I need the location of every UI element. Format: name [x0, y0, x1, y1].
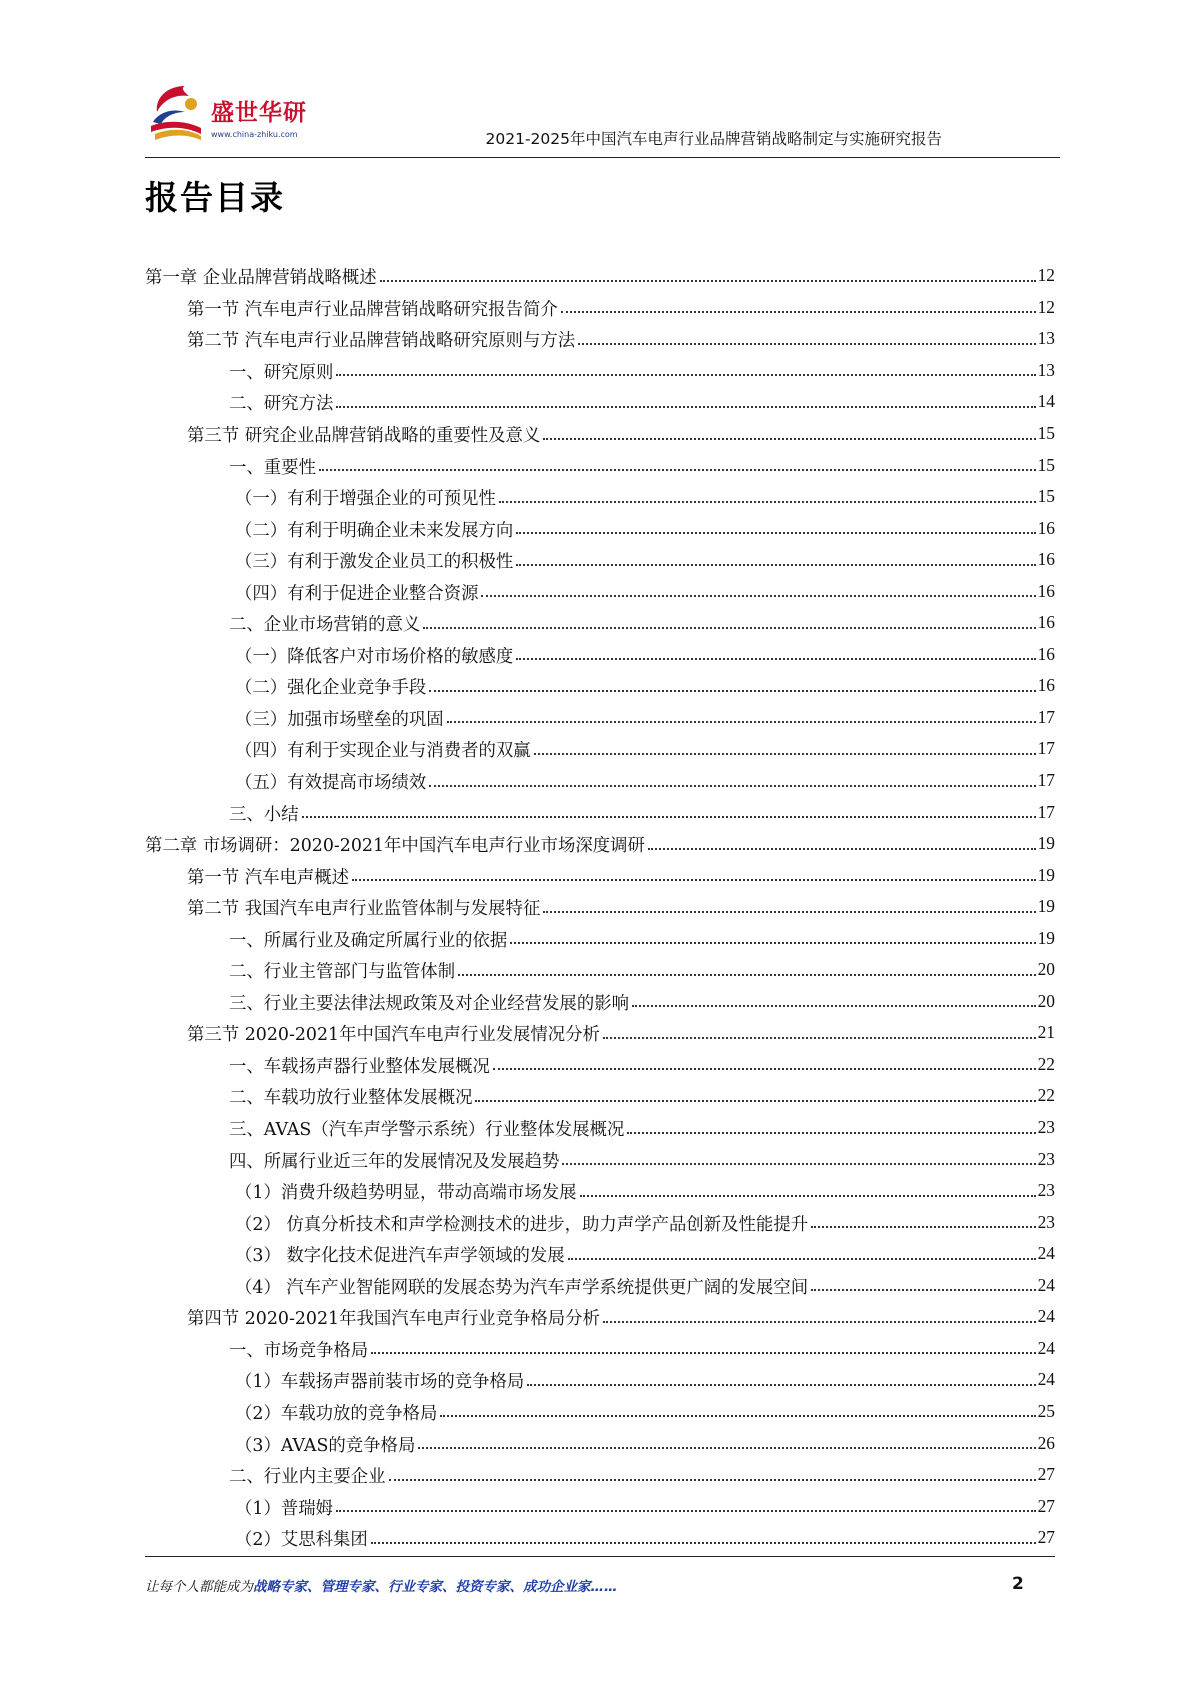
toc-entry[interactable] [145, 355, 1055, 387]
toc-entry-label: 第三节 研究企业品牌营销战略的重要性及意义 [187, 426, 541, 446]
toc-entry-label: 一、研究原则 [229, 362, 334, 383]
toc-leader-dots [580, 1195, 1036, 1197]
toc-entry-page: 13 [1037, 359, 1055, 380]
toc-entry[interactable] [145, 418, 1055, 450]
toc-entry-page: 24 [1037, 1369, 1055, 1390]
toc-entry-page: 17 [1037, 801, 1055, 822]
toc-entry-page: 16 [1037, 643, 1055, 664]
logo-url: www.china-zhiku.com [211, 130, 298, 139]
toc-entry[interactable] [145, 449, 1055, 481]
toc-leader-dots [527, 1384, 1035, 1386]
toc-entry-label: （3） 数字化技术促进汽车声学领域的发展 [235, 1246, 565, 1267]
toc-leader-dots [516, 564, 1035, 566]
toc-entry-page: 17 [1037, 738, 1055, 759]
toc-entry-label: 第二节 我国汽车电声行业监管体制与发展特征 [187, 899, 541, 920]
toc-leader-dots [336, 374, 1035, 376]
toc-entry-page: 16 [1037, 517, 1055, 538]
toc-leader-dots [510, 942, 1035, 944]
toc-entry-page: 24 [1037, 1306, 1055, 1327]
toc-entry-label: （一）有利于增强企业的可预见性 [235, 489, 496, 510]
toc-entry-label: 二、行业内主要企业 [229, 1467, 386, 1488]
toc-entry-page: 26 [1037, 1432, 1055, 1453]
toc-entry[interactable] [145, 733, 1055, 765]
footer-divider [145, 1556, 1055, 1557]
toc-entry-page: 15 [1037, 423, 1055, 443]
toc-leader-dots [389, 1479, 1036, 1481]
page-number: 2 [1012, 1574, 1024, 1594]
toc-entry[interactable] [145, 1017, 1055, 1049]
toc-leader-dots [302, 816, 1036, 818]
toc-entry[interactable] [145, 828, 1055, 860]
toc-entry-label: （三）有利于激发企业员工的积极性 [235, 552, 514, 573]
toc-entry[interactable] [145, 1522, 1055, 1554]
toc-entry[interactable] [145, 1143, 1055, 1175]
toc-entry-page: 27 [1037, 1495, 1055, 1516]
company-logo [145, 82, 315, 148]
toc-entry-label: 第二章 市场调研：2020-2021年中国汽车电声行业市场深度调研 [145, 836, 645, 857]
toc-entry-label: （3）AVAS的竞争格局 [235, 1435, 416, 1456]
toc-entry-label: 第一章 企业品牌营销战略概述 [145, 268, 377, 289]
toc-entry[interactable] [145, 575, 1055, 607]
toc-leader-dots [561, 311, 1036, 313]
toc-entry-label: （1）车载扬声器前装市场的竞争格局 [235, 1372, 525, 1393]
toc-entry-page: 13 [1037, 328, 1055, 349]
toc-entry[interactable] [145, 607, 1055, 639]
toc-entry-page: 23 [1037, 1117, 1055, 1138]
toc-entry-label: （三）加强市场壁垒的巩固 [235, 709, 444, 730]
toc-entry-page: 21 [1037, 1022, 1055, 1043]
toc-leader-dots [336, 1510, 1036, 1512]
toc-entry[interactable] [145, 481, 1055, 513]
toc-entry-label: 三、行业主要法律法规政策及对企业经营发展的影响 [229, 993, 629, 1014]
toc-entry[interactable] [145, 702, 1055, 734]
toc-entry-label: （四）有利于实现企业与消费者的双赢 [235, 741, 531, 762]
toc-entry[interactable] [145, 1049, 1055, 1081]
toc-leader-dots [499, 501, 1036, 503]
toc-leader-dots [543, 438, 1035, 440]
toc-leader-dots [352, 879, 1036, 881]
toc-leader-dots [493, 1068, 1036, 1070]
toc-entry[interactable] [145, 1364, 1055, 1396]
toc-entry-page: 24 [1037, 1337, 1055, 1358]
toc-entry-page: 27 [1037, 1464, 1055, 1485]
toc-leader-dots [440, 1415, 1035, 1417]
toc-entry[interactable] [145, 922, 1055, 954]
page-header [145, 82, 1060, 158]
toc-entry[interactable] [145, 986, 1055, 1018]
toc-entry-page: 15 [1037, 486, 1055, 507]
toc-entry[interactable] [145, 1459, 1055, 1491]
toc-entry-label: 四、所属行业近三年的发展情况及发展趋势 [229, 1151, 560, 1172]
toc-leader-dots [534, 753, 1036, 755]
toc-entry[interactable] [145, 544, 1055, 576]
logo-name: 盛世华研 [211, 100, 307, 126]
toc-entry[interactable] [145, 1238, 1055, 1270]
toc-entry-page: 12 [1037, 265, 1055, 286]
toc-entry-label: 一、车载扬声器行业整体发展概况 [229, 1056, 490, 1077]
toc-entry-page: 24 [1037, 1243, 1055, 1264]
toc-leader-dots [603, 1321, 1036, 1323]
toc-entry[interactable] [145, 765, 1055, 797]
toc-entry-page: 12 [1037, 296, 1055, 317]
toc-entry-page: 24 [1037, 1274, 1055, 1295]
toc-leader-dots [380, 280, 1036, 282]
toc-leader-dots [458, 974, 1036, 976]
toc-entry-label: （二）强化企业竞争手段 [235, 678, 427, 699]
toc-leader-dots [429, 785, 1035, 787]
toc-entry-page: 23 [1037, 1180, 1055, 1201]
toc-entry-label: 第三节 2020-2021年中国汽车电声行业发展情况分析 [187, 1025, 600, 1046]
toc-entry-page: 16 [1037, 580, 1055, 601]
toc-entry-label: （2） 仿真分析技术和声学检测技术的进步，助力声学产品创新及性能提升 [235, 1214, 809, 1235]
toc-entry-page: 19 [1037, 864, 1055, 885]
document-title: 2021-2025年中国汽车电声行业品牌营销战略制定与实施研究报告 [485, 130, 942, 148]
table-of-contents [145, 260, 1055, 1553]
toc-entry-page: 23 [1037, 1211, 1055, 1232]
toc-leader-dots [447, 721, 1036, 723]
toc-entry[interactable] [145, 1175, 1055, 1207]
toc-entry-label: 三、AVAS（汽车声学警示系统）行业整体发展概况 [229, 1120, 625, 1141]
toc-entry[interactable] [145, 1490, 1055, 1522]
toc-entry-page: 17 [1037, 706, 1055, 727]
header-divider [145, 157, 1060, 158]
toc-leader-dots [811, 1289, 1036, 1291]
toc-entry-page: 19 [1037, 833, 1055, 854]
toc-entry[interactable] [145, 954, 1055, 986]
toc-entry-page: 22 [1037, 1053, 1055, 1074]
toc-entry-page: 16 [1037, 549, 1055, 570]
footer-slogan-accent: 战略专家、管理专家、行业专家、投资专家、成功企业家…… [253, 1579, 618, 1595]
toc-entry[interactable] [145, 670, 1055, 702]
toc-leader-dots [516, 532, 1035, 534]
toc-entry-label: （1）消费升级趋势明显，带动高端市场发展 [235, 1183, 577, 1204]
toc-entry-label: （1）普瑞姆 [235, 1498, 334, 1519]
toc-entry[interactable] [145, 1112, 1055, 1144]
toc-leader-dots [632, 1005, 1036, 1007]
toc-leader-dots [429, 690, 1035, 692]
toc-entry-label: （2）车载功放的竞争格局 [235, 1403, 438, 1424]
toc-entry-page: 20 [1037, 959, 1055, 980]
toc-entry-page: 27 [1037, 1527, 1055, 1548]
toc-entry[interactable] [145, 796, 1055, 828]
toc-entry-label: （一）降低客户对市场价格的敏感度 [235, 646, 514, 667]
footer-slogan [145, 1575, 618, 1595]
toc-heading: 报告目录 [145, 178, 285, 217]
toc-entry-page: 19 [1037, 896, 1055, 917]
toc-leader-dots [568, 1258, 1036, 1260]
toc-entry-label: 二、企业市场营销的意义 [229, 615, 421, 636]
toc-entry[interactable] [145, 639, 1055, 671]
toc-entry[interactable] [145, 1396, 1055, 1428]
toc-entry[interactable] [145, 859, 1055, 891]
toc-entry-page: 22 [1037, 1085, 1055, 1106]
toc-entry[interactable] [145, 323, 1055, 355]
toc-entry-label: （二）有利于明确企业未来发展方向 [235, 520, 514, 541]
toc-entry-label: 第四节 2020-2021年我国汽车电声行业竞争格局分析 [187, 1309, 600, 1330]
toc-entry-label: 第一节 汽车电声概述 [187, 867, 350, 888]
toc-entry-page: 15 [1037, 454, 1055, 475]
toc-entry[interactable] [145, 1080, 1055, 1112]
toc-leader-dots [578, 343, 1035, 345]
toc-entry[interactable] [145, 891, 1055, 923]
toc-leader-dots [475, 1100, 1035, 1102]
toc-leader-dots [423, 627, 1035, 629]
toc-entry-label: 第一节 汽车电声行业品牌营销战略研究报告简介 [187, 299, 558, 320]
toc-entry[interactable] [145, 512, 1055, 544]
toc-leader-dots [481, 595, 1035, 597]
toc-entry[interactable] [145, 386, 1055, 418]
toc-entry[interactable] [145, 1427, 1055, 1459]
toc-leader-dots [336, 406, 1035, 408]
toc-entry-page: 14 [1037, 391, 1055, 412]
toc-leader-dots [648, 848, 1036, 850]
toc-entry-page: 19 [1037, 927, 1055, 948]
toc-leader-dots [543, 911, 1035, 913]
toc-entry-label: 二、车载功放行业整体发展概况 [229, 1088, 473, 1109]
toc-entry[interactable] [145, 1333, 1055, 1365]
toc-leader-dots [603, 1037, 1036, 1039]
toc-entry-page: 16 [1037, 675, 1055, 696]
logo-emblem-icon [145, 82, 215, 148]
toc-entry[interactable] [145, 1206, 1055, 1238]
toc-entry-label: 一、重要性 [229, 457, 316, 478]
toc-entry-label: 第二节 汽车电声行业品牌营销战略研究原则与方法 [187, 331, 576, 352]
toc-entry-label: 二、行业主管部门与监管体制 [229, 962, 456, 983]
toc-leader-dots [418, 1447, 1035, 1449]
toc-leader-dots [371, 1352, 1035, 1354]
toc-entry-page: 17 [1037, 770, 1055, 791]
toc-entry[interactable] [145, 292, 1055, 324]
toc-entry-label: （四）有利于促进企业整合资源 [235, 583, 479, 604]
toc-leader-dots [319, 469, 1036, 471]
footer-slogan-lead: 让每个人都能成为 [145, 1579, 253, 1595]
toc-leader-dots [562, 1163, 1035, 1165]
toc-entry-page: 25 [1037, 1400, 1055, 1421]
toc-entry-label: （4） 汽车产业智能网联的发展态势为汽车声学系统提供更广阔的发展空间 [235, 1277, 809, 1298]
toc-entry[interactable] [145, 1270, 1055, 1302]
toc-entry-page: 20 [1037, 990, 1055, 1011]
toc-entry-page: 16 [1037, 612, 1055, 633]
toc-entry[interactable] [145, 260, 1055, 292]
toc-entry[interactable] [145, 1301, 1055, 1333]
toc-entry-label: 二、研究方法 [229, 394, 334, 415]
toc-entry-label: 一、市场竞争格局 [229, 1340, 369, 1361]
toc-entry-label: 三、小结 [229, 804, 299, 825]
toc-leader-dots [371, 1542, 1036, 1544]
toc-entry-label: （五）有效提高市场绩效 [235, 773, 427, 794]
toc-leader-dots [516, 658, 1035, 660]
toc-leader-dots [811, 1226, 1036, 1228]
toc-entry-label: （2）艾思科集团 [235, 1530, 368, 1551]
toc-entry-label: 一、所属行业及确定所属行业的依据 [229, 930, 508, 951]
toc-entry-page: 23 [1037, 1148, 1055, 1169]
toc-leader-dots [627, 1132, 1035, 1134]
